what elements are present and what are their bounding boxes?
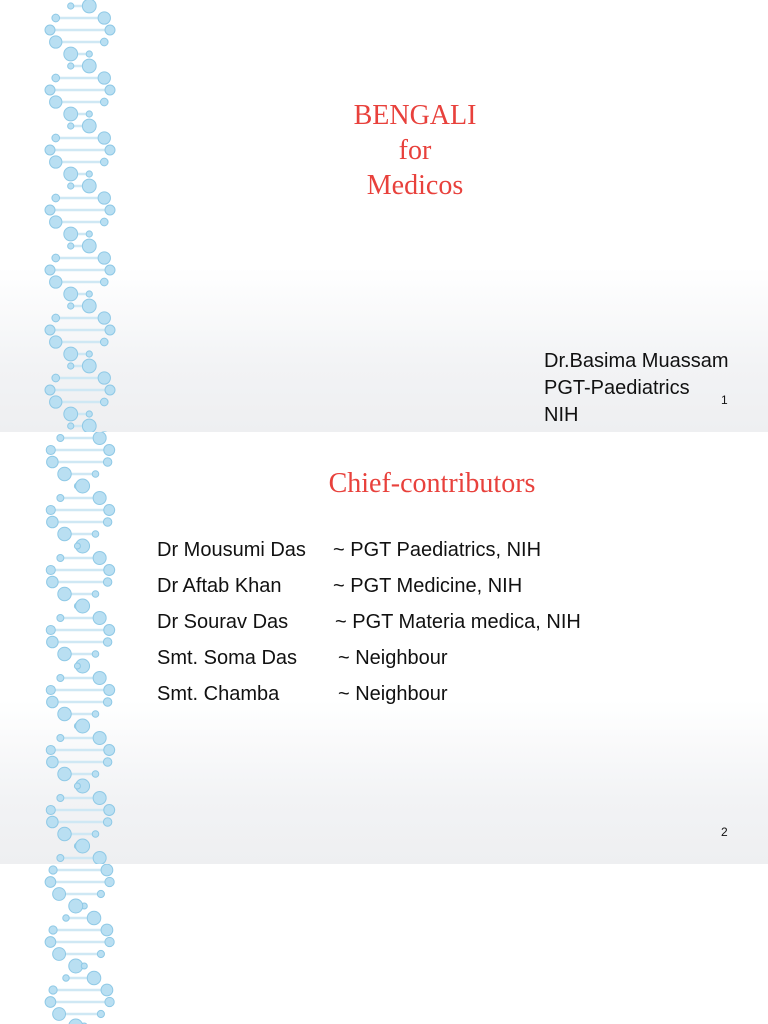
helix-node — [97, 950, 104, 957]
helix-node — [82, 179, 96, 193]
helix-node — [98, 192, 110, 204]
helix-node — [69, 899, 83, 913]
helix-node — [64, 47, 78, 61]
helix-node — [45, 937, 56, 948]
helix-node — [103, 518, 111, 526]
helix-node — [57, 435, 64, 442]
helix-node — [98, 132, 110, 144]
helix-node — [76, 479, 90, 493]
helix-node — [50, 336, 62, 348]
helix-node — [53, 948, 66, 961]
helix-node — [98, 72, 110, 84]
slide-2 — [0, 432, 768, 864]
helix-node — [57, 795, 64, 802]
helix-node — [57, 615, 64, 622]
helix-node — [82, 59, 96, 73]
helix-node — [68, 363, 74, 369]
author-block — [544, 348, 729, 429]
helix-node — [45, 85, 55, 95]
helix-node — [63, 975, 69, 981]
contributor-name: Dr Aftab Khan — [157, 575, 282, 597]
dna-helix-decoration — [30, 864, 130, 1024]
helix-node — [69, 1019, 83, 1024]
helix-node — [100, 38, 108, 46]
helix-node — [46, 625, 55, 634]
slide-title — [260, 98, 570, 203]
helix-node — [98, 312, 110, 324]
helix-node — [68, 423, 74, 429]
helix-node — [98, 372, 110, 384]
helix-node — [100, 98, 108, 106]
helix-node — [45, 205, 55, 215]
helix-node — [76, 839, 90, 853]
helix-node — [46, 805, 55, 814]
helix-node — [50, 156, 62, 168]
contributor-name: Dr Sourav Das — [157, 611, 289, 633]
helix-node — [105, 937, 114, 946]
helix-node — [97, 1010, 104, 1017]
helix-node — [98, 252, 110, 264]
helix-node — [50, 36, 62, 48]
helix-node — [68, 63, 74, 69]
author-name: Dr.Basima Muassam — [544, 350, 729, 372]
helix-node — [68, 183, 74, 189]
helix-node — [104, 805, 115, 816]
helix-node — [92, 771, 99, 778]
helix-node — [105, 85, 115, 95]
helix-node — [47, 516, 59, 528]
helix-node — [104, 625, 115, 636]
helix-node — [93, 791, 106, 804]
helix-node — [52, 374, 60, 382]
contributor-role: ~ PGT Paediatrics, NIH — [333, 539, 542, 561]
helix-node — [101, 984, 113, 996]
helix-node — [46, 745, 55, 754]
helix-node — [58, 647, 71, 660]
contributor-role: ~ PGT Medicine, NIH — [333, 575, 523, 597]
helix-node — [92, 471, 99, 478]
helix-node — [100, 158, 108, 166]
title-line: for — [398, 135, 432, 166]
helix-node — [45, 25, 55, 35]
helix-node — [74, 543, 80, 549]
helix-node — [105, 205, 115, 215]
helix-node — [104, 445, 115, 456]
helix-node — [64, 227, 78, 241]
slide-title: Chief-contributors — [328, 468, 536, 499]
helix-node — [105, 997, 114, 1006]
helix-node — [104, 505, 115, 516]
helix-node — [49, 986, 57, 994]
helix-node — [46, 445, 55, 454]
helix-node — [58, 827, 71, 840]
helix-node — [97, 890, 104, 897]
helix-node — [45, 265, 55, 275]
helix-node — [105, 385, 115, 395]
helix-node — [74, 783, 80, 789]
helix-node — [82, 0, 96, 13]
contributor-name: Smt. Soma Das — [157, 647, 298, 669]
helix-node — [64, 347, 78, 361]
helix-node — [63, 915, 69, 921]
contributor-name: Smt. Chamba — [157, 683, 280, 705]
helix-node — [47, 816, 59, 828]
helix-node — [52, 314, 60, 322]
helix-node — [68, 3, 74, 9]
helix-node — [92, 651, 99, 658]
contributor-role: ~ Neighbour — [338, 683, 448, 705]
helix-node — [86, 171, 92, 177]
helix-node — [105, 265, 115, 275]
helix-node — [103, 578, 111, 586]
helix-node — [93, 851, 106, 864]
helix-node — [92, 711, 99, 718]
helix-node — [52, 194, 60, 202]
helix-node — [53, 888, 66, 901]
slide-3 — [0, 864, 768, 1024]
helix-node — [47, 696, 59, 708]
helix-node — [57, 495, 64, 502]
helix-node — [93, 671, 106, 684]
helix-node — [45, 877, 56, 888]
helix-node — [86, 231, 92, 237]
helix-node — [104, 745, 115, 756]
helix-node — [47, 576, 59, 588]
slide-1 — [0, 0, 768, 432]
helix-node — [86, 351, 92, 357]
helix-node — [93, 731, 106, 744]
helix-node — [105, 325, 115, 335]
helix-node — [50, 396, 62, 408]
helix-node — [50, 96, 62, 108]
helix-node — [57, 735, 64, 742]
helix-node — [103, 818, 111, 826]
helix-node — [92, 591, 99, 598]
helix-node — [49, 926, 57, 934]
helix-node — [93, 551, 106, 564]
helix-node — [105, 145, 115, 155]
helix-node — [68, 123, 74, 129]
helix-node — [68, 303, 74, 309]
helix-node — [58, 767, 71, 780]
helix-node — [47, 456, 59, 468]
contributor-role: ~ Neighbour — [338, 647, 448, 669]
helix-node — [104, 685, 115, 696]
helix-node — [101, 924, 113, 936]
helix-node — [58, 527, 71, 540]
helix-node — [82, 239, 96, 253]
helix-node — [45, 385, 55, 395]
helix-node — [69, 959, 83, 973]
helix-node — [93, 491, 106, 504]
helix-node — [52, 134, 60, 142]
helix-node — [50, 216, 62, 228]
helix-node — [101, 864, 113, 876]
helix-node — [46, 565, 55, 574]
helix-node — [87, 911, 101, 925]
helix-node — [103, 758, 111, 766]
helix-node — [87, 971, 101, 985]
helix-node — [52, 74, 60, 82]
helix-node — [64, 407, 78, 421]
helix-node — [82, 119, 96, 133]
helix-node — [57, 855, 64, 862]
contributor-role: ~ PGT Materia medica, NIH — [335, 611, 581, 633]
helix-node — [103, 638, 111, 646]
helix-node — [68, 243, 74, 249]
helix-node — [103, 458, 111, 466]
helix-node — [64, 107, 78, 121]
helix-node — [100, 398, 108, 406]
author-position: PGT-Paediatrics — [544, 377, 690, 399]
helix-node — [57, 675, 64, 682]
helix-node — [105, 877, 114, 886]
helix-node — [86, 411, 92, 417]
helix-node — [100, 278, 108, 286]
helix-node — [92, 831, 99, 838]
helix-node — [76, 599, 90, 613]
helix-node — [50, 276, 62, 288]
helix-node — [58, 707, 71, 720]
title-line: Medicos — [366, 170, 464, 201]
helix-node — [64, 287, 78, 301]
helix-node — [100, 218, 108, 226]
helix-node — [45, 325, 55, 335]
helix-node — [53, 1008, 66, 1021]
helix-node — [46, 505, 55, 514]
helix-node — [86, 291, 92, 297]
helix-node — [52, 14, 60, 22]
helix-node — [100, 338, 108, 346]
helix-node — [92, 531, 99, 538]
helix-node — [82, 359, 96, 373]
helix-node — [64, 167, 78, 181]
helix-node — [58, 587, 71, 600]
helix-node — [86, 111, 92, 117]
contributor-name: Dr Mousumi Das — [157, 539, 306, 561]
helix-node — [47, 636, 59, 648]
helix-node — [74, 663, 80, 669]
helix-node — [47, 756, 59, 768]
helix-node — [52, 254, 60, 262]
helix-node — [93, 432, 106, 445]
helix-node — [46, 685, 55, 694]
dna-helix-decoration — [30, 432, 130, 864]
helix-node — [98, 12, 110, 24]
helix-node — [57, 555, 64, 562]
helix-node — [45, 997, 56, 1008]
helix-node — [76, 719, 90, 733]
helix-node — [45, 145, 55, 155]
dna-helix-decoration — [30, 0, 130, 432]
page-number: 1 — [721, 393, 728, 407]
helix-node — [104, 565, 115, 576]
helix-node — [86, 51, 92, 57]
helix-node — [103, 698, 111, 706]
helix-node — [58, 467, 71, 480]
helix-node — [105, 25, 115, 35]
helix-node — [82, 299, 96, 313]
author-institution: NIH — [544, 404, 579, 426]
page-number: 2 — [721, 825, 728, 839]
helix-node — [82, 419, 96, 432]
helix-node — [93, 611, 106, 624]
helix-node — [49, 866, 57, 874]
helix-node — [81, 963, 87, 969]
title-line: BENGALI — [353, 100, 477, 131]
